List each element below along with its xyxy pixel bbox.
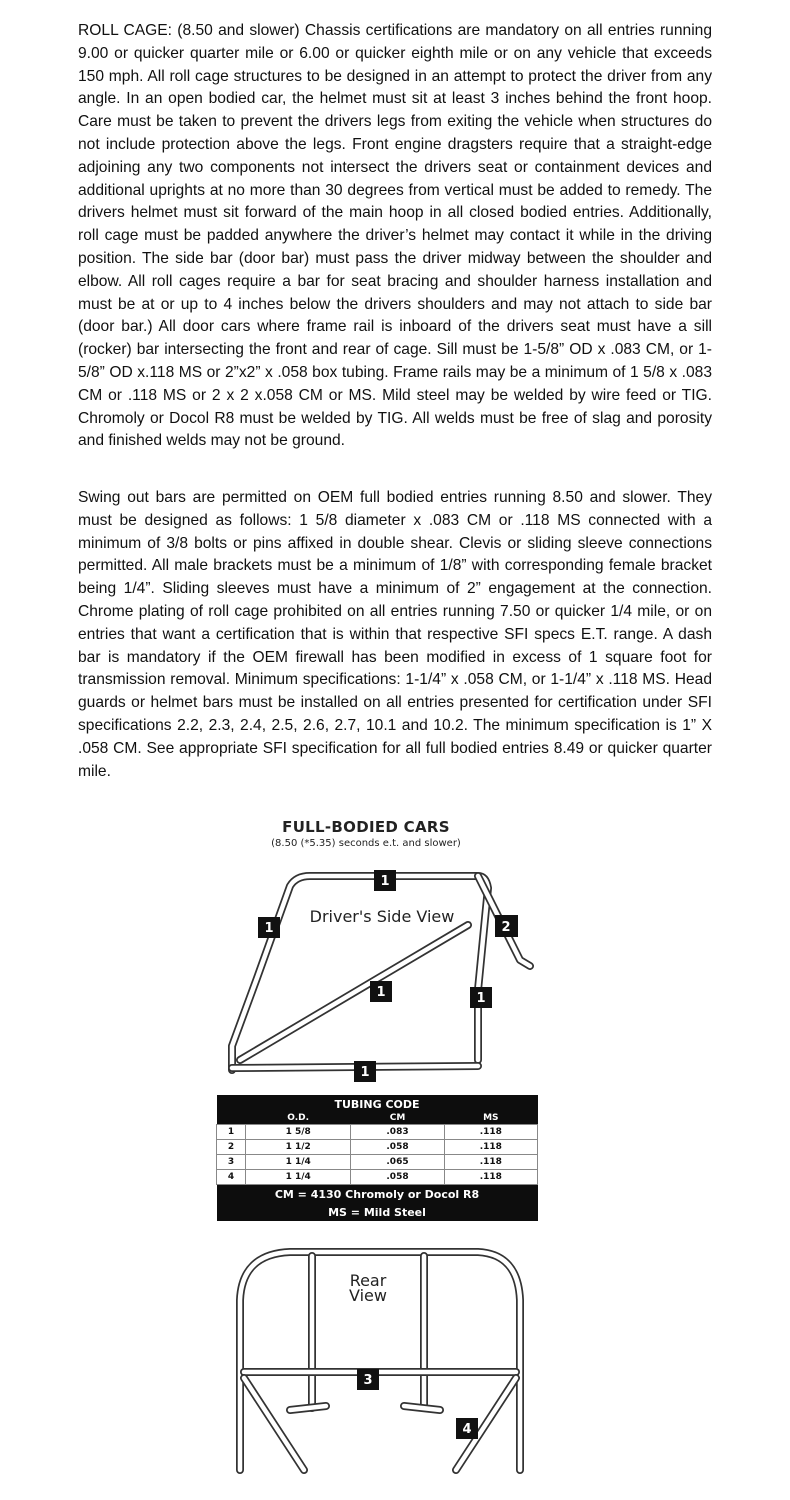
table-row: 1 1 5/8 .083 .118 [217,1125,538,1140]
table-row: 4 1 1/4 .058 .118 [217,1170,538,1185]
svg-text:4: 4 [462,1422,472,1437]
svg-text:1: 1 [376,985,386,1000]
table-footnote-ms: MS = Mild Steel [217,1203,538,1221]
table-header-od: O.D. [246,1112,351,1125]
svg-text:1: 1 [476,991,486,1006]
rear-view-label-line2: View [349,1286,387,1305]
table-header-ms: MS [444,1112,537,1125]
table-row: 3 1 1/4 .065 .118 [217,1155,538,1170]
body-paragraph-roll-cage: ROLL CAGE: (8.50 and slower) Chassis certifications are mandatory on all entries running 9.00 or quicker quarter mile or 6.00 or quicker eighth mile or on any vehicle that exceeds 150 mph. All roll cage structures to be designed in an attempt to protect the driver from any angle. In an open bodied car, the helmet must sit at least 3 inches behind the front hoop. Care must be taken to prevent the drivers legs from exiting the vehicle when structures do not include protection above the legs. Front engine dragsters require that a straight-edge adjoining any two components not intersect the drivers seat or containment devices and additional uprights at no more than 30 degrees from vertical must be added to remedy. The drivers helmet must sit forward of the main hoop in all closed bodied entries. Additionally, roll cage must be padded anywhere the driver’s helmet may contact it while in the driving position. The side bar (door bar) must pass the driver midway between the shoulder and elbow. All roll cages require a bar for seat bracing and shoulder harness installation and must be at or up to 4 inches below the drivers shoulders and may not attach to side bar (door bar.) All door cars where frame rail is inboard of the drivers seat must have a sill (rocker) bar intersecting the front and rear of cage. Sill must be 1-5/8” OD x .083 CM, or 1-5/8” OD x.118 MS or 2”x2” x .058 box tubing. Frame rails may be a minimum of 1 5/8 x .083 CM or .118 MS or 2 x 2 x.058 CM or MS. Mild steel may be welded by wire feed or TIG. Chromoly or Docol R8 must be welded by TIG. All welds must be free of slag and porosity and finished welds may not be ground. [78,22,712,450]
table-header-cm: CM [351,1112,444,1125]
figure-title: FULL-BODIED CARS [282,818,450,836]
svg-text:3: 3 [363,1373,373,1388]
rear-badge-harness-bar [357,1369,379,1390]
rear-view-label-line1: Rear [349,1271,387,1290]
table-row: 2 1 1/2 .058 .118 [217,1140,538,1155]
figure-subtitle: (8.50 (*5.35) seconds e.t. and slower) [271,838,461,849]
tubing-table-title: TUBING CODE [217,1095,538,1112]
svg-text:1: 1 [264,921,274,936]
body-paragraph-swing-out-bars: Swing out bars are permitted on OEM full bodied entries running 8.50 and slower. They must be designed as follows: 1 5/8 diameter x .083 CM or .118 MS connected with a minimum of 3/8 bolts or pins affixed in double shear. Clevis or sliding sleeve connections permitted. All male brackets must be a minimum of 1/8” with corresponding female bracket being 1/4”. Sliding sleeves must have a minimum of 2” engagement at the connection. Chrome plating of roll cage prohibited on all entries running 7.50 or quicker 1/4 mile, or on entries that want a certification that is within that respective SFI specs E.T. range. A dash bar is mandatory if the OEM firewall has been modified in excess of 1 square foot for transmission removal. Minimum specifications: 1-1/4” x .058 CM, or 1-1/4” x .118 MS. Head guards or helmet bars must be installed on all entries presented for certification under SFI specifications 2.2, 2.3, 2.4, 2.5, 2.6, 2.7, 10.1 and 10.2. The minimum specification is 1” X .058 CM. See appropriate SFI specification for all full bodied entries 8.49 or quicker quarter mile. [78,489,712,780]
svg-text:2: 2 [501,920,511,935]
table-footnote-cm: CM = 4130 Chromoly or Docol R8 [217,1185,538,1204]
svg-text:1: 1 [380,874,390,889]
side-view-label: Driver's Side View [309,907,455,926]
svg-text:1: 1 [360,1065,370,1080]
rear-badge-diagonal [456,1418,478,1439]
